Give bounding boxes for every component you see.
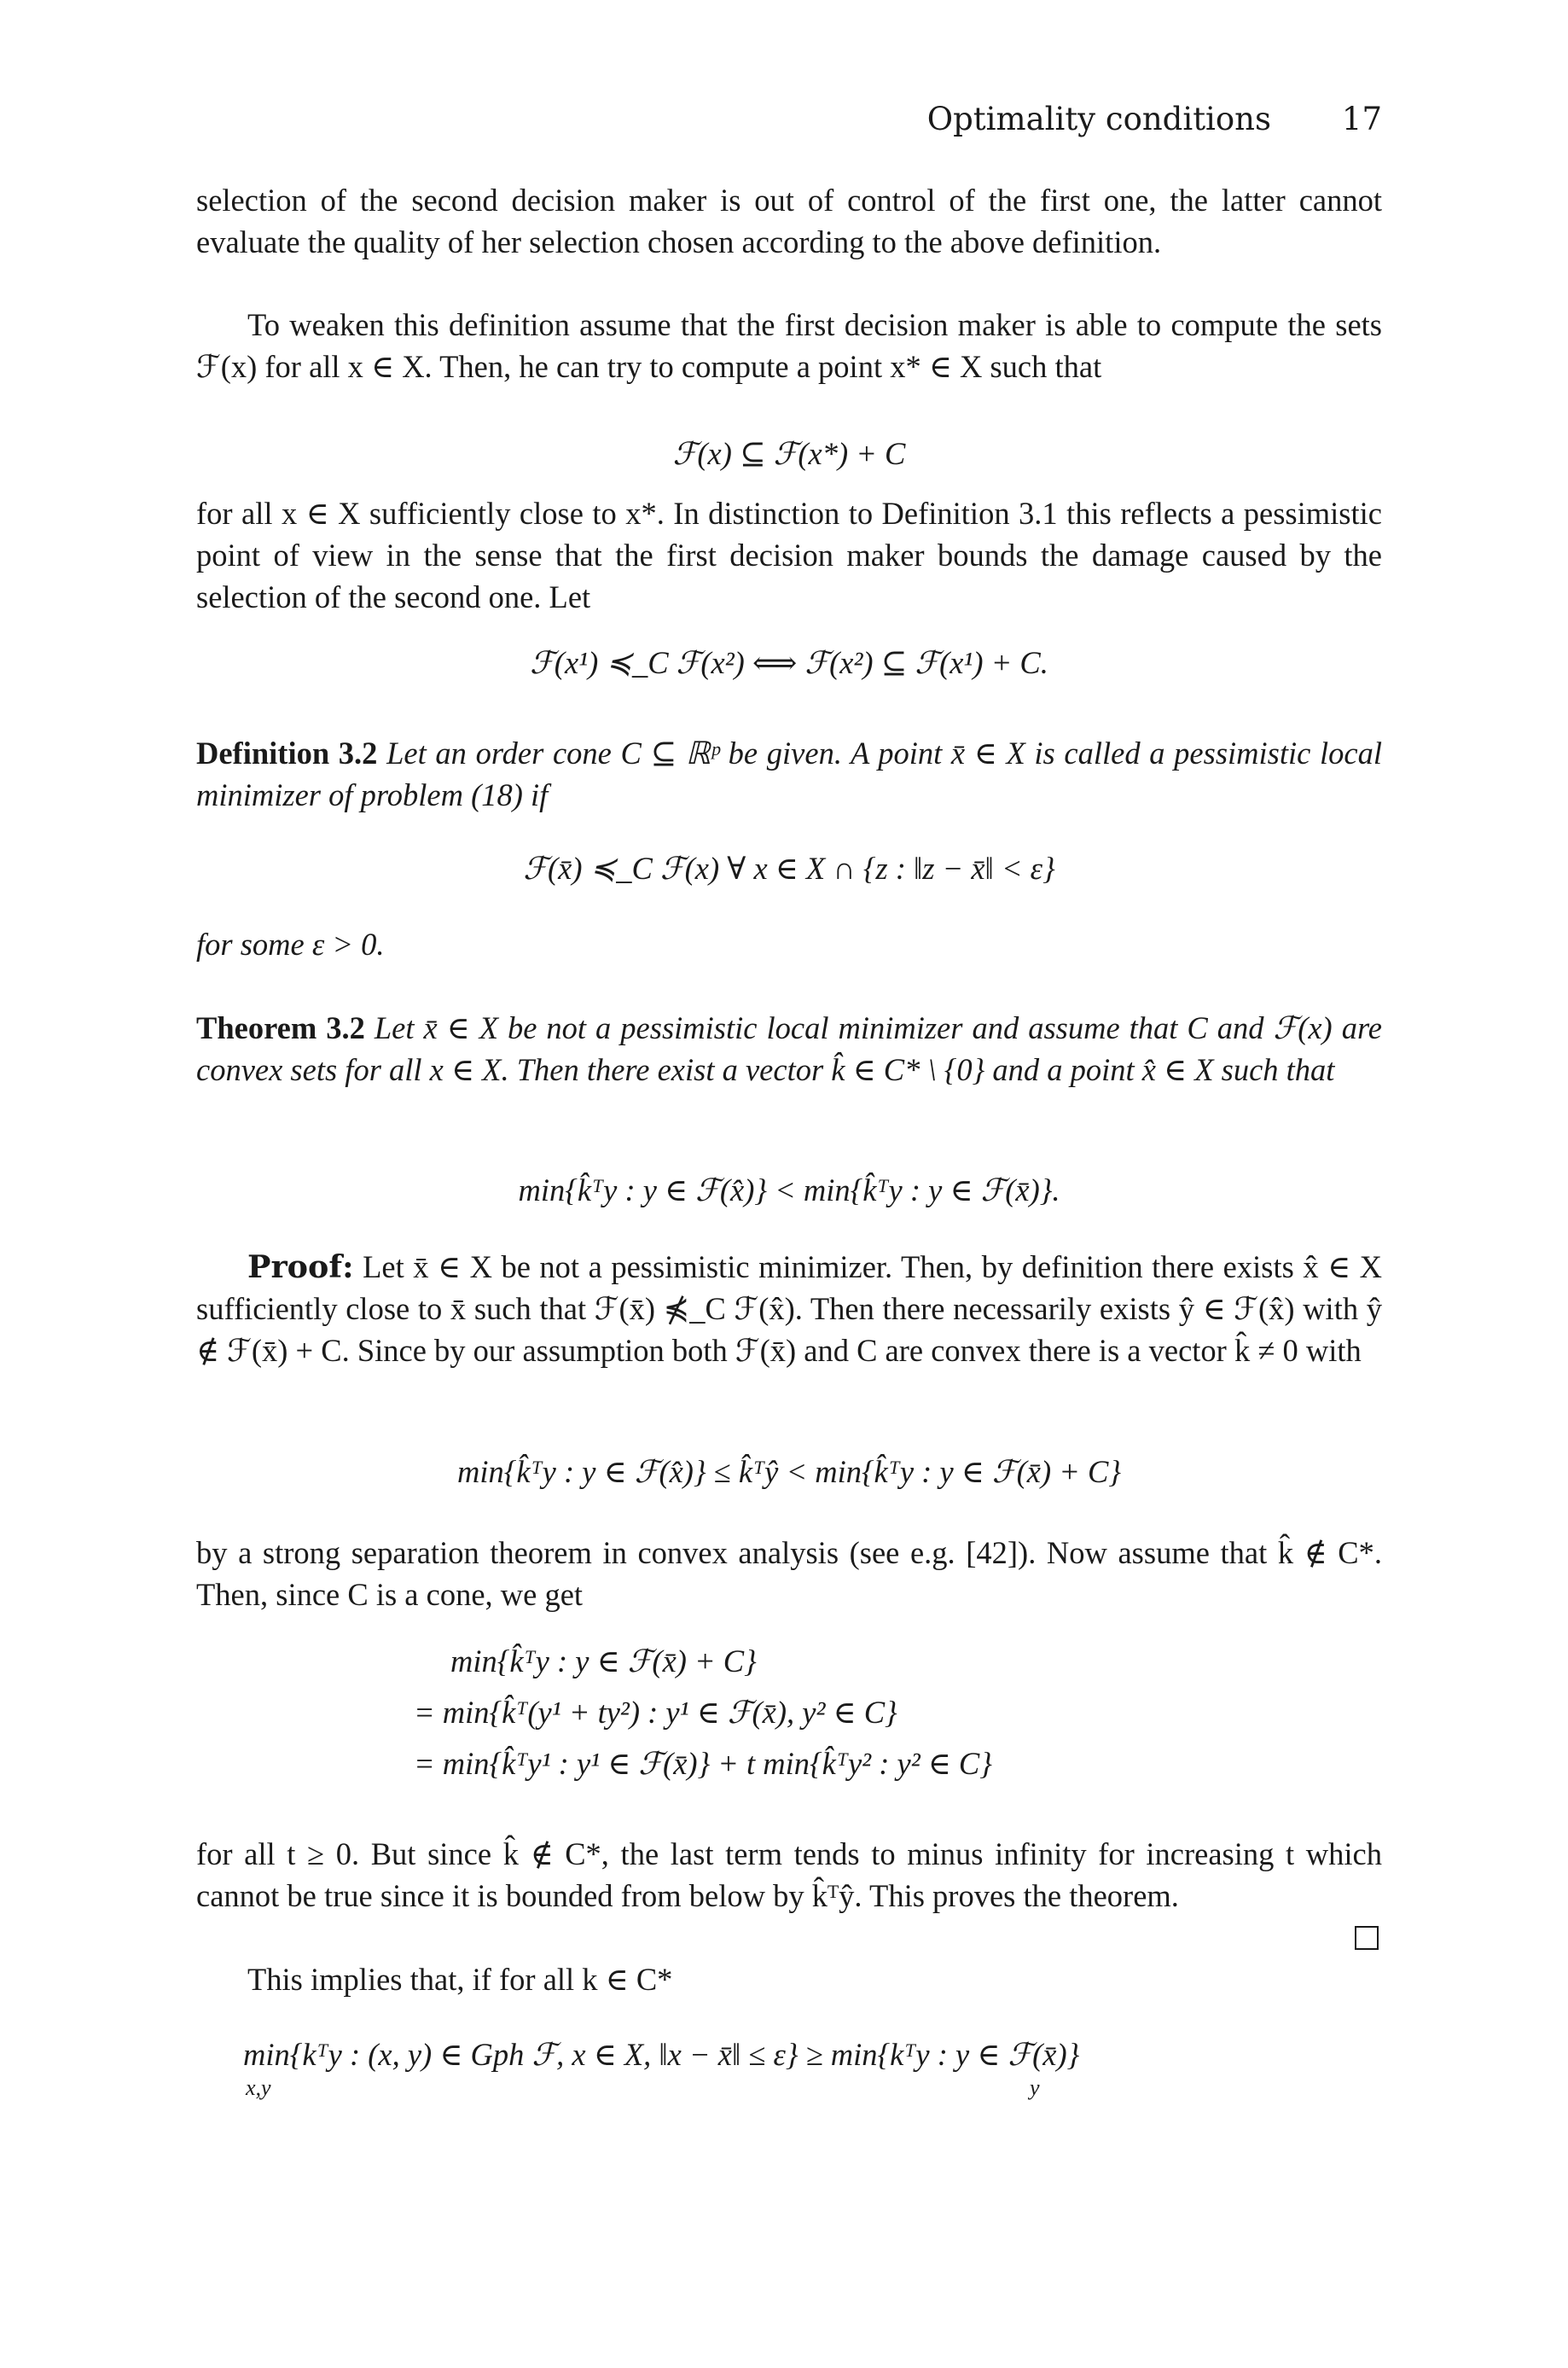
- header-title: Optimality conditions: [926, 101, 1271, 137]
- definition-tail: for some ε > 0.: [196, 927, 385, 962]
- final-equation-subscript-1: x,y: [246, 2075, 271, 2100]
- paragraph-2: To weaken this definition assume that the first decision maker is able to compute the sets ℱ(x) for all x ∈ X. Then, he can try to compute a point x* ∈ X such that: [196, 307, 1382, 384]
- theorem-text: Let x̄ ∈ X be not a pessimistic local minimizer and assume that C and ℱ(x) are convex sets for all x ∈ X. Then there exist a vector k̂ ∈ C* \ {0} and a point x̂ ∈ X such that: [196, 1010, 1382, 1087]
- proof-paragraph-2: by a strong separation theorem in convex analysis (see e.g. [42]). Now assume that k̂ ∉ C*. Then, since C is a cone, we get: [196, 1535, 1382, 1612]
- theorem-equation: min{k̂ᵀy : y ∈ ℱ(x̂)} < min{k̂ᵀy : y ∈ ℱ(x̄)}.: [518, 1172, 1060, 1207]
- proof-label: Proof:: [247, 1248, 354, 1285]
- definition-text: Let an order cone C ⊆ ℝᵖ be given. A point x̄ ∈ X is called a pessimistic local minimizer of problem (18) if: [196, 736, 1383, 812]
- proof-paragraph-3: for all t ≥ 0. But since k̂ ∉ C*, the last term tends to minus infinity for increasing t which cannot be true since it is bounded from below by k̂ᵀŷ. This proves the theorem.: [196, 1836, 1382, 1913]
- page-number: 17: [1341, 101, 1382, 137]
- paragraph-3: for all x ∈ X sufficiently close to x*. In distinction to Definition 3.1 this reflects a pessimistic point of view in the sense that the first decision maker bounds the damage caused by the selection of the second one. Let: [196, 496, 1382, 614]
- qed-box-icon: [1355, 1926, 1379, 1950]
- proof-equation-1: min{k̂ᵀy : y ∈ ℱ(x̂)} ≤ k̂ᵀŷ < min{k̂ᵀy : y ∈ ℱ(x̄) + C}: [457, 1454, 1121, 1489]
- proof-equation-2-line-3: = min{k̂ᵀy¹ : y¹ ∈ ℱ(x̄)} + t min{k̂ᵀy² : y² ∈ C}: [414, 1746, 992, 1781]
- paragraph-4: This implies that, if for all k ∈ C*: [247, 1962, 673, 1997]
- definition-label: Definition 3.2: [196, 736, 378, 771]
- definition-equation: ℱ(x̄) ≼_C ℱ(x) ∀ x ∈ X ∩ {z : ‖z − x̄‖ < ε}: [523, 851, 1055, 886]
- paragraph-1: selection of the second decision maker is out of control of the first one, the latter cannot evaluate the quality of her selection chosen according to the above definition.: [196, 183, 1382, 259]
- definition-3-2: [196, 732, 1382, 816]
- proof-equation-2-line-2: = min{k̂ᵀ(y¹ + ty²) : y¹ ∈ ℱ(x̄), y² ∈ C}: [414, 1695, 897, 1730]
- equation-2: ℱ(x¹) ≼_C ℱ(x²) ⟺ ℱ(x²) ⊆ ℱ(x¹) + C.: [530, 645, 1048, 680]
- theorem-label: Theorem 3.2: [196, 1010, 365, 1045]
- proof-text: Let x̄ ∈ X be not a pessimistic minimizer. Then, by definition there exists x̂ ∈ X sufficiently close to x̄ such that ℱ(x̄) ⋠_C ℱ(x̂). Then there necessarily exists ŷ ∈ ℱ(x̂) with ŷ ∉ ℱ(x̄) + C. Since by our assumption both ℱ(x̄) and C are convex there is a vector k̂ ≠ 0 with: [196, 1249, 1382, 1368]
- final-equation: min{kᵀy : (x, y) ∈ Gph ℱ, x ∈ X, ‖x − x̄‖ ≤ ε} ≥ min{kᵀy : y ∈ ℱ(x̄)}: [243, 2037, 1080, 2072]
- equation-1: ℱ(x) ⊆ ℱ(x*) + C: [672, 436, 906, 471]
- proof-equation-2-line-1: min{k̂ᵀy : y ∈ ℱ(x̄) + C}: [450, 1644, 757, 1679]
- running-header: [196, 101, 1382, 143]
- proof-paragraph-1: [196, 1246, 1382, 1371]
- final-equation-subscript-2: y: [1030, 2075, 1040, 2100]
- theorem-3-2: [196, 1007, 1382, 1091]
